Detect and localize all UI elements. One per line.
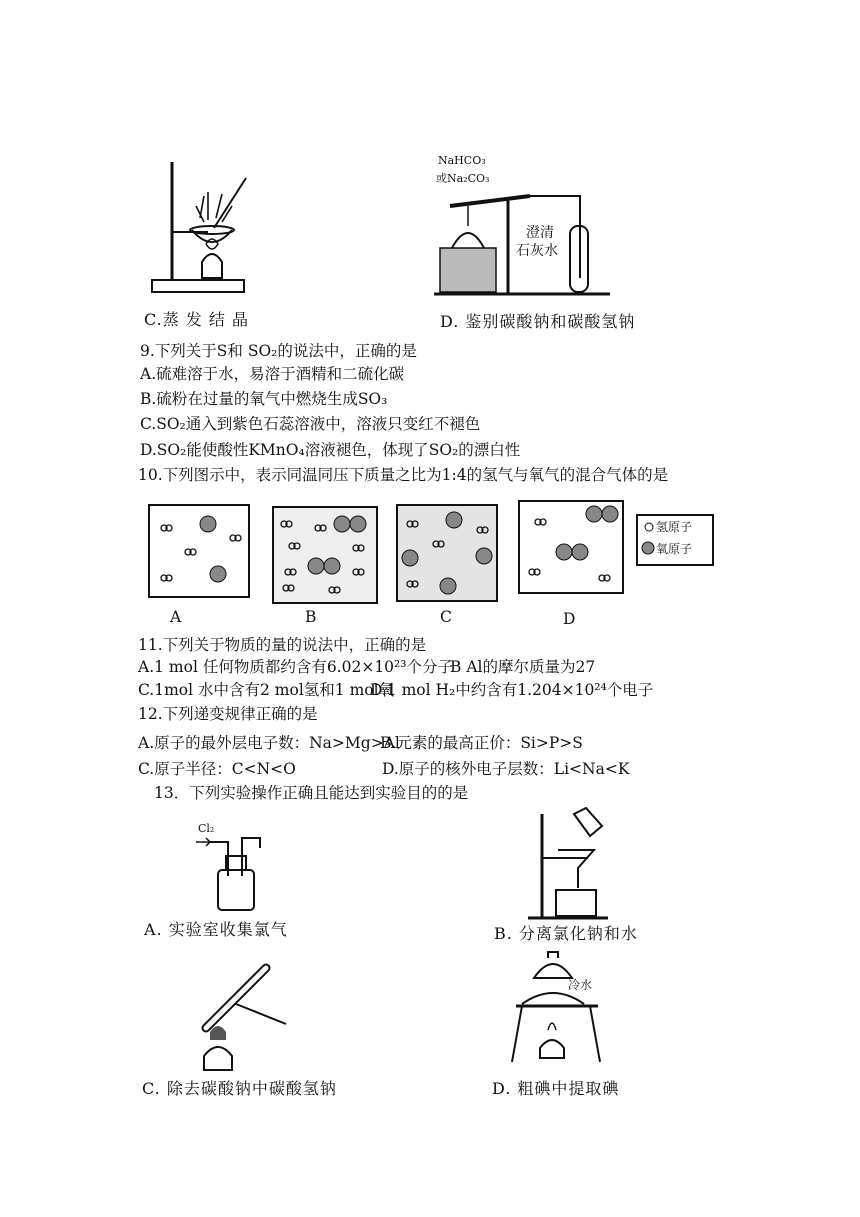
q13-a-caption: A. 实验室收集氯气 bbox=[144, 920, 288, 939]
q10-label-c: C bbox=[440, 608, 452, 626]
q11-option-b: B Al的摩尔质量为27 bbox=[450, 658, 596, 676]
iodine-sublimation-figure bbox=[512, 950, 612, 1070]
q13-stem: 13．下列实验操作正确且能达到实验目的的是 bbox=[154, 784, 469, 802]
q13-d-caption: D. 粗碘中提取碘 bbox=[492, 1079, 620, 1098]
q11-option-c: C.1mol 水中含有2 mol氢和1 mol氧 bbox=[138, 681, 395, 699]
q9-option-c: C.SO₂通入到紫色石蕊溶液中，溶液只变红不褪色 bbox=[140, 415, 481, 433]
figure-d-caption: D. 鉴别碳酸钠和碳酸氢钠 bbox=[440, 312, 636, 331]
q10-legend bbox=[636, 514, 714, 566]
gas-collection-bottle-figure bbox=[196, 832, 276, 914]
figure-c-caption: C.蒸 发 结 晶 bbox=[144, 310, 250, 329]
q13-b-caption: B. 分离氯化钠和水 bbox=[494, 924, 638, 943]
filtration-apparatus-figure bbox=[528, 806, 618, 922]
q11-option-d: D.1 mol H₂中约含有1.204×10²⁴个电子 bbox=[370, 681, 654, 699]
q13-a-label: Cl₂ bbox=[198, 822, 215, 835]
q10-label-a: A bbox=[170, 608, 182, 626]
q11-stem: 11.下列关于物质的量的说法中，正确的是 bbox=[138, 636, 427, 654]
figure-d-label-top-2: 或Na₂CO₃ bbox=[436, 172, 490, 185]
q12-option-d: D.原子的核外电子层数：Li<Na<K bbox=[382, 760, 630, 778]
q13-d-label: 冷水 bbox=[568, 978, 593, 992]
q10-legend-oxygen: 氧原子 bbox=[656, 542, 693, 556]
q9-option-d: D.SO₂能使酸性KMnO₄溶液褪色，体现了SO₂的漂白性 bbox=[140, 441, 521, 459]
q9-option-a: A.硫难溶于水，易溶于酒精和二硫化碳 bbox=[140, 365, 405, 383]
evaporation-apparatus-figure bbox=[150, 158, 250, 298]
q10-label-d: D bbox=[563, 610, 576, 628]
q10-diagram-b bbox=[272, 506, 380, 606]
q10-diagram-c bbox=[396, 504, 500, 604]
q12-option-c: C.原子半径：C<N<O bbox=[138, 760, 296, 778]
q9-option-b: B.硫粉在过量的氧气中燃烧生成SO₃ bbox=[140, 390, 388, 408]
oxygen-atom-icon bbox=[642, 542, 656, 556]
figure-d-label-right-2: 石灰水 bbox=[516, 243, 558, 259]
q10-diagram-a bbox=[148, 504, 252, 600]
q10-diagram-d bbox=[518, 500, 626, 596]
q10-label-b: B bbox=[305, 608, 317, 626]
figure-d-label-top-1: NaHCO₃ bbox=[438, 154, 486, 167]
figure-d-label-right-1: 澄清 bbox=[526, 225, 554, 241]
test-tube-heating-figure bbox=[196, 964, 296, 1074]
q12-option-b: B.元素的最高正价：Si>P>S bbox=[380, 734, 583, 752]
q9-stem: 9.下列关于S和 SO₂的说法中，正确的是 bbox=[140, 342, 417, 360]
q10-stem: 10.下列图示中，表示同温同压下质量之比为1:4的氢气与氧气的混合气体的是 bbox=[138, 466, 669, 484]
q13-c-caption: C. 除去碳酸钠中碳酸氢钠 bbox=[142, 1079, 337, 1098]
q12-stem: 12.下列递变规律正确的是 bbox=[138, 705, 318, 723]
hydrogen-atom-icon bbox=[644, 522, 656, 534]
q11-option-a: A.1 mol 任何物质都约含有6.02×10²³个分子 bbox=[138, 658, 453, 676]
carbonate-heating-apparatus-figure bbox=[430, 178, 620, 298]
q10-legend-hydrogen: 氢原子 bbox=[656, 520, 693, 534]
q12-option-a: A.原子的最外层电子数：Na>Mg>Al bbox=[138, 734, 400, 752]
